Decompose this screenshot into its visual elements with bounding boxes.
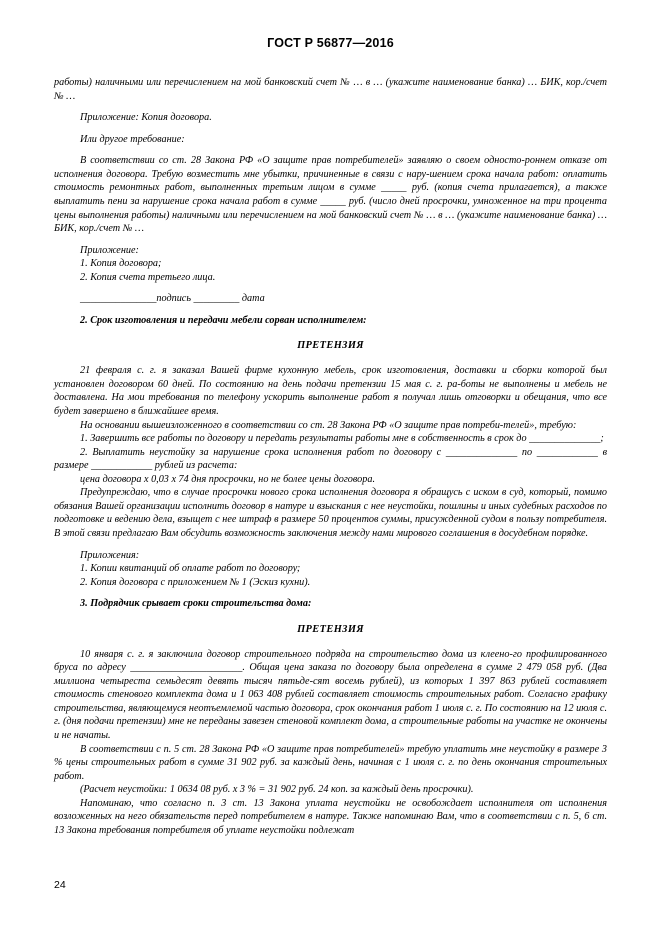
- claim-1-demand-1: 1. Завершить все работы по договору и передать результаты работы мне в собственность в срок до ______________;: [80, 433, 604, 445]
- claim-2-calculation: (Расчет неустойки: 1 0634 08 руб. х 3 % = 31 902 руб. 24 коп. за каждый день просрочки).: [80, 784, 474, 796]
- document-body: [54, 76, 607, 838]
- claim-1-demand-2: 2. Выплатить неустойку за нарушение срока исполнения работ по договору с ______________ по ____________ в размере ____________ рублей из расчета:: [54, 446, 607, 472]
- page-title: ГОСТ Р 56877—2016: [267, 36, 394, 50]
- section-heading-3: 3. Подрядчик срывает сроки строительства дома:: [80, 598, 312, 610]
- claim-1-attachment-2: 2. Копия договора с приложением № 1 (Эскиз кухни).: [80, 576, 311, 588]
- alternate-requirement-label: Или другое требование:: [80, 133, 185, 145]
- section-heading-2: 2. Срок изготовления и передачи мебели сорван исполнителем:: [80, 314, 367, 326]
- claim-1-warning: Предупреждаю, что в случае просрочки нового срока исполнения договора я обращусь с иском в суд, который, помимо обязания Вашей организации исполнить договор в натуре и взыскания с нее неустойки, пошлины и иных судебных расходов по подготовке и ведению дела, взыщет с нее штраф в размере 50 процентов суммы, присужденной судом в пользу потребителя. В этой связи предлагаю Вам обсудить возможность заключения между нами мирового соглашения в досудебном порядке.: [54, 487, 607, 540]
- alternate-requirement-text: В соответствии со ст. 28 Закона РФ «О защите прав потребителей» заявляю о своем односто-роннем отказе от исполнения договора. Требую возместить мне убытки, причиненные в связи с нару-шением срока начала работ: оплатить стоимость ремонтных работ, выполненных третьим лицом в сумме _____ руб. (копия счета прилагается), а также выплатить пени за нарушение срока начала работ в сумме _____ руб. (число дней просрочки, умноженное на три процента цены выполнения работы) наличными или перечислением на мой банковский счет № … в … (укажите наименование банка) … БИК, кор./счет № …: [54, 155, 607, 235]
- claim-2-paragraph-1: 10 января с. г. я заключила договор строительного подряда на строительство дома из клеено-го профилированного бруса по адресу ______________________. Общая цена заказа по договору была определена в сумме 2 479 058 руб. (Два миллиона четыреста семьдесят девять тысяч пятьде-сят восемь рублей), из которых 1 397 863 рублей составляет стоимость стенового комплекта дома и 1 063 408 рублей составляет стоимость строительных работ. Согласно графику строительства, являющемуся неотъемлемой частью договора, срок окончания работ 1 июля с. г. По состоянию на 12 июля с. г. (дня подачи претензии) мне не переданы завезен стеновой комплект дома, а строительные работы на участке не окончены и не начаты.: [54, 648, 607, 742]
- attachment-item-1: 1. Копия договора;: [80, 258, 162, 270]
- paragraph-continuation: работы) наличными или перечислением на мой банковский счет № … в … (укажите наименование банка) … БИК, кор./счет № …: [54, 77, 607, 102]
- page-number: 24: [54, 879, 66, 891]
- claim-1-heading: ПРЕТЕНЗИЯ: [297, 340, 364, 352]
- attachments-label: Приложение:: [80, 244, 139, 256]
- claim-1-paragraph-2: На основании вышеизложенного в соответствии со ст. 28 Закона РФ «О защите прав потреби-телей», требую:: [80, 419, 577, 431]
- claim-2-paragraph-2: В соответствии с п. 5 ст. 28 Закона РФ «О защите прав потребителей» требую уплатить мне неустойку в размере 3 % цены строительных работ в сумме 31 902 руб. за каждый день, начиная с 1 июля с. г. по день окончания строительных работ.: [54, 743, 607, 782]
- claim-1-attachments-label: Приложения:: [80, 549, 140, 561]
- claim-1-attachment-1: 1. Копии квитанций об оплате работ по договору;: [80, 563, 301, 575]
- claim-2-paragraph-3: Напоминаю, что согласно п. 3 ст. 13 Закона уплата неустойки не освобождает исполнителя от исполнения возложенных на него обязательств перед потребителем в натуре. Также напоминаю Вам, что в соответствии с п. 5, 6 ст. 13 Закона требования потребителя об уплате неустойки подлежат: [54, 797, 607, 836]
- claim-2-heading: ПРЕТЕНЗИЯ: [297, 623, 364, 635]
- claim-1-calculation: цена договора х 0,03 х 74 дня просрочки, но не более цены договора.: [80, 473, 376, 485]
- attachment-note: Приложение: Копия договора.: [80, 112, 212, 124]
- signature-line: _______________подпись _________ дата: [80, 293, 265, 305]
- attachment-item-2: 2. Копия счета третьего лица.: [80, 271, 216, 283]
- claim-1-paragraph-1: 21 февраля с. г. я заказал Вашей фирме кухонную мебель, срок изготовления, доставки и сборки которой был установлен договором 60 дней. По состоянию на день подачи претензии 15 мая с. г. ра-боты не выполнены и мебель не доставлена. На мои требования по телефону ускорить выполнение работ я получал лишь отговорки и обещания, что все будет завершено в ближайшее время.: [54, 365, 607, 417]
